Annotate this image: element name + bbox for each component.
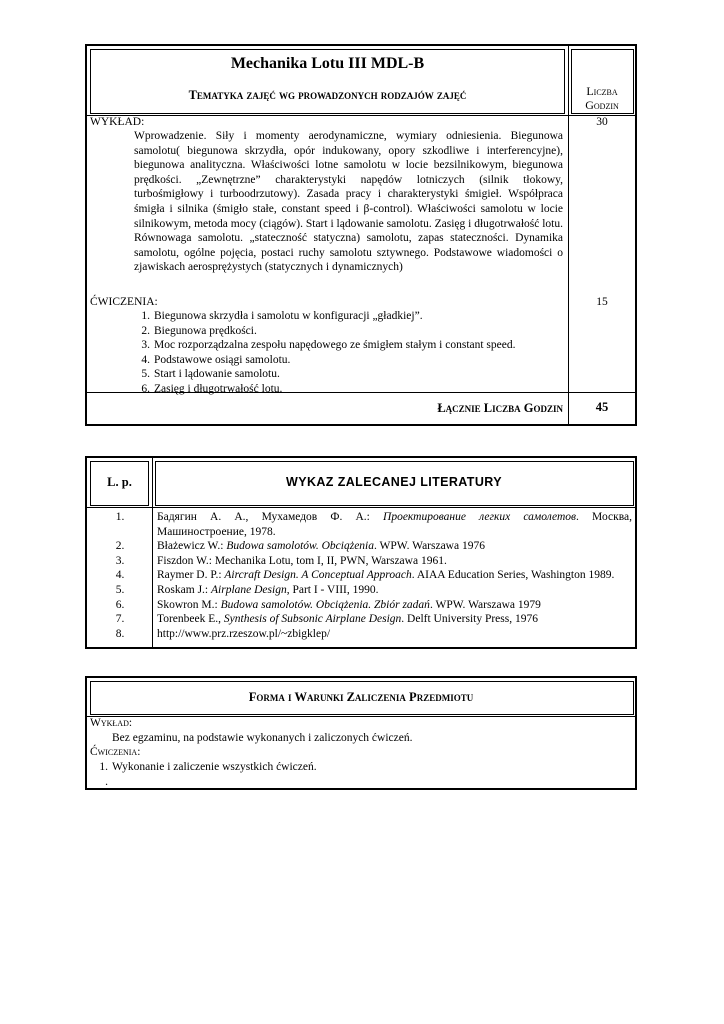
lecture-hours: 30 xyxy=(596,116,608,128)
literature-entry-part: Fiszdon W.: Mechanika Lotu, tom I, II, PWN, Warszawa 1961. xyxy=(157,554,447,567)
literature-entry xyxy=(153,568,635,583)
literature-row xyxy=(87,554,635,569)
exercise-item-text: Start i lądowanie samolotu. xyxy=(154,368,280,381)
literature-row xyxy=(87,627,635,642)
literature-entry-part: Aircraft Design. A Conceptual Approach xyxy=(224,569,412,582)
exercise-item xyxy=(134,338,563,353)
exercise-item-number: 5. xyxy=(141,368,150,381)
literature-entry-part: Błażewicz W.: xyxy=(157,540,227,553)
literature-row xyxy=(87,612,635,627)
course-title: Mechanika Lotu III MDL-B xyxy=(230,55,425,72)
exercise-item xyxy=(134,382,563,397)
exercises-label: ĆWICZENIA: xyxy=(90,296,158,308)
exercise-item xyxy=(134,309,563,324)
exercise-item-text: Moc rozporządzalna zespołu napędowego ze śmigłem stałym i constant speed. xyxy=(154,339,516,352)
literature-entry-part: Budowa samolotów. Obciążenia xyxy=(226,540,374,553)
exercise-item-text: Biegunowa prędkości. xyxy=(154,324,257,337)
literature-entry-part: Torenbeek E., xyxy=(157,613,224,626)
total-hours-value: 45 xyxy=(595,400,609,414)
literature-header: WYKAZ ZALECANEJ LITERATURY xyxy=(286,475,502,489)
exercise-item-number: 3. xyxy=(141,339,150,352)
literature-row xyxy=(87,598,635,613)
lecture-content: Wprowadzenie. Siły i momenty aerodynamiczne, wymiary odniesienia. Biegunowa samolotu( biegunowa skrzydła, opór indukowany, opory szkodliwe i interferencyjne), biegunowa analityczna. Właściwości lotne samolotu w locie bezsilnikowym, biegunowa prędkości. „Zewnętrzne” charakterystyki napędów lotniczych (silnik tłokowy, turbośmigłowy i turboodrzutowy). Zasada pracy i charakterystyki śmigieł. Współpraca śmigła i silnika (śmigło stałe, constant speed i β-control). Właściwości samolotu w locie silnikowym, metoda mocy (ciągów). Start i lądowanie samolotu. Zasięg i długotrwałość lotu. Równowaga samolotu. „stateczność statyczna) samolotu, zapas stateczności. Dynamika samolotu, ogólne pojęcia, postaci ruchy samolotu sztywnego. Podstawowe wiadomości o zjawiskach aerosprężystych (statycznych i dynamicznych) xyxy=(134,130,563,274)
literature-entry-part: . WPW. Warszawa 1979 xyxy=(429,598,541,611)
literature-row xyxy=(87,510,635,539)
literature-entry xyxy=(153,554,635,569)
program-table xyxy=(85,44,637,426)
literature-number: 1. xyxy=(115,511,125,523)
literature-table xyxy=(85,456,637,649)
hours-header xyxy=(569,84,635,112)
literature-entry xyxy=(153,510,635,539)
exercise-item xyxy=(134,367,563,382)
literature-row xyxy=(87,583,635,598)
literature-entry-part: , Part I - VIII, 1990. xyxy=(286,583,379,596)
assessment-table xyxy=(85,676,637,790)
literature-number: 4. xyxy=(115,569,125,582)
hours-header-line-1: Liczba xyxy=(586,84,618,98)
literature-number: 3. xyxy=(115,554,125,567)
exercise-item-number: 6. xyxy=(141,382,150,395)
assessment-item-number: . xyxy=(105,775,108,788)
exercise-item-text: Biegunowa skrzydła i samolotu w konfiguracji „gładkiej”. xyxy=(154,310,423,322)
literature-entry xyxy=(153,612,635,627)
literature-row xyxy=(87,539,635,554)
total-hours-label: Łącznie Liczba Godzin xyxy=(437,401,563,415)
literature-number: 7. xyxy=(115,613,125,626)
lecture-label: WYKŁAD: xyxy=(90,116,145,128)
exercise-item-number: 4. xyxy=(141,353,150,366)
exercise-item-text: Podstawowe osiągi samolotu. xyxy=(154,353,291,366)
exercise-item xyxy=(134,353,563,368)
assessment-title: Forma i Warunki Zaliczenia Przedmiotu xyxy=(248,690,474,704)
literature-entry-part: http://www.prz.rzeszow.pl/~zbigklep/ xyxy=(157,627,331,640)
literature-entry xyxy=(153,627,635,642)
literature-entry-part: Проектирование легких самолетов xyxy=(383,511,577,523)
exercise-item-number: 2. xyxy=(141,324,150,337)
exercise-item-number: 1. xyxy=(141,310,150,322)
literature-number: 5. xyxy=(115,583,125,596)
assessment-exercises-label: Ćwiczenia: xyxy=(90,746,141,758)
exercise-item xyxy=(134,324,563,339)
literature-entry-part: . WPW. Warszawa 1976 xyxy=(374,540,485,553)
literature-entry-part: Skowron M.: xyxy=(157,598,221,611)
literature-list xyxy=(87,510,635,641)
assessment-exercises-list xyxy=(92,760,592,788)
exercises-hours: 15 xyxy=(596,296,608,308)
lp-header: L. p. xyxy=(107,475,132,489)
literature-row xyxy=(87,568,635,583)
literature-entry-part: . Москва, Машиностроение, 1978. xyxy=(157,511,632,538)
assessment-item-text: Wykonanie i zaliczenie wszystkich ćwiczeń. xyxy=(112,761,317,773)
literature-number: 2. xyxy=(115,540,125,553)
literature-number: 6. xyxy=(115,598,125,611)
exercise-item-text: Zasięg i długotrwałość lotu. xyxy=(154,382,283,395)
literature-entry-part: Budowa samolotów. Obciążenia. Zbiór zadań xyxy=(220,598,430,611)
assessment-item xyxy=(92,760,592,775)
exercises-list xyxy=(134,309,563,397)
assessment-item-number: 1. xyxy=(99,761,108,773)
literature-entry xyxy=(153,598,635,613)
literature-entry-part: . Delft University Press, 1976 xyxy=(401,613,538,626)
literature-entry-part: Synthesis of Subsonic Airplane Design xyxy=(223,613,402,626)
literature-entry-part: Raymer D. P.: xyxy=(157,569,225,582)
literature-entry-part: Бадягин А. А., Мухамедов Ф. А.: xyxy=(157,511,384,523)
literature-number: 8. xyxy=(115,627,125,640)
literature-entry xyxy=(153,539,635,554)
literature-entry-part: Roskam J.: xyxy=(157,583,211,596)
assessment-lecture-label: Wykład: xyxy=(90,717,133,729)
literature-entry-part: Airplane Design xyxy=(211,583,287,596)
subtitle-topics: Tematyka zajęć wg prowadzonych rodzajów zajęć xyxy=(188,88,467,102)
literature-entry-part: . AIAA Education Series, Washington 1989. xyxy=(411,569,615,582)
assessment-lecture-text: Bez egzaminu, na podstawie wykonanych i zaliczonych ćwiczeń. xyxy=(112,732,413,744)
hours-header-line-2: Godzin xyxy=(585,98,619,112)
literature-entry xyxy=(153,583,635,598)
